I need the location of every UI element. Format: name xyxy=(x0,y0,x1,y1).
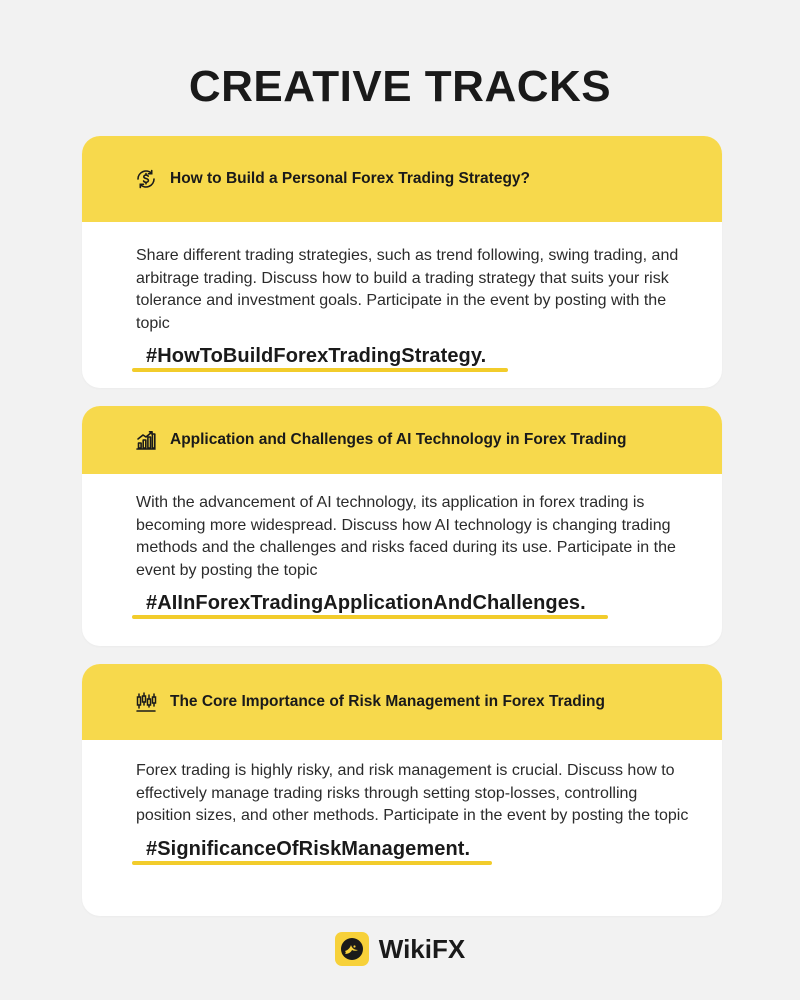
hashtag-block xyxy=(146,345,486,368)
track-body xyxy=(82,222,722,368)
hashtag-underline xyxy=(132,368,508,372)
track-description: Share different trading strategies, such as trend following, swing trading, and arbitrage trading. Discuss how to build a trading strategy that suits your risk tolerance and investment goals. Participate in the event by posting with the topic xyxy=(136,247,679,332)
track-card-header xyxy=(82,664,722,740)
track-description: Forex trading is highly risky, and risk management is crucial. Discuss how to effectively manage trading risks through setting stop-losses, controlling position sizes, and other methods. Participate in the event by posting the topic xyxy=(136,762,689,824)
hashtag-block xyxy=(146,592,586,615)
track-heading: Application and Challenges of AI Technology in Forex Trading xyxy=(170,431,627,448)
track-hashtag: #HowToBuildForexTradingStrategy. xyxy=(146,345,487,367)
brand-name: WikiFX xyxy=(378,933,466,964)
dollar-cycle-icon xyxy=(134,167,158,191)
growth-chart-icon xyxy=(134,428,158,452)
track-card-header xyxy=(82,406,722,474)
track-heading: How to Build a Personal Forex Trading Strategy? xyxy=(170,170,531,187)
track-heading: The Core Importance of Risk Management in Forex Trading xyxy=(170,693,605,710)
candlestick-icon xyxy=(134,690,158,714)
track-card-risk xyxy=(82,664,722,916)
hashtag-underline xyxy=(132,861,492,865)
track-body xyxy=(82,740,722,861)
hashtag-underline xyxy=(132,615,608,619)
wikifx-logo-icon xyxy=(335,932,369,966)
track-body xyxy=(82,474,722,615)
track-card-header xyxy=(82,136,722,222)
track-hashtag: #AIInForexTradingApplicationAndChallenges. xyxy=(146,592,586,614)
hashtag-block xyxy=(146,838,470,861)
track-description: With the advancement of AI technology, its application in forex trading is becoming more widespread. Discuss how AI technology is changing trading methods and the challenges and risks faced during its use. Participate in the event by posting the topic xyxy=(136,494,676,579)
track-card-strategy xyxy=(82,136,722,388)
page-title: CREATIVE TRACKS xyxy=(188,62,612,111)
eagle-icon xyxy=(339,936,365,962)
track-hashtag: #SignificanceOfRiskManagement. xyxy=(146,837,471,860)
brand-logo xyxy=(0,932,800,966)
track-card-ai xyxy=(82,406,722,646)
